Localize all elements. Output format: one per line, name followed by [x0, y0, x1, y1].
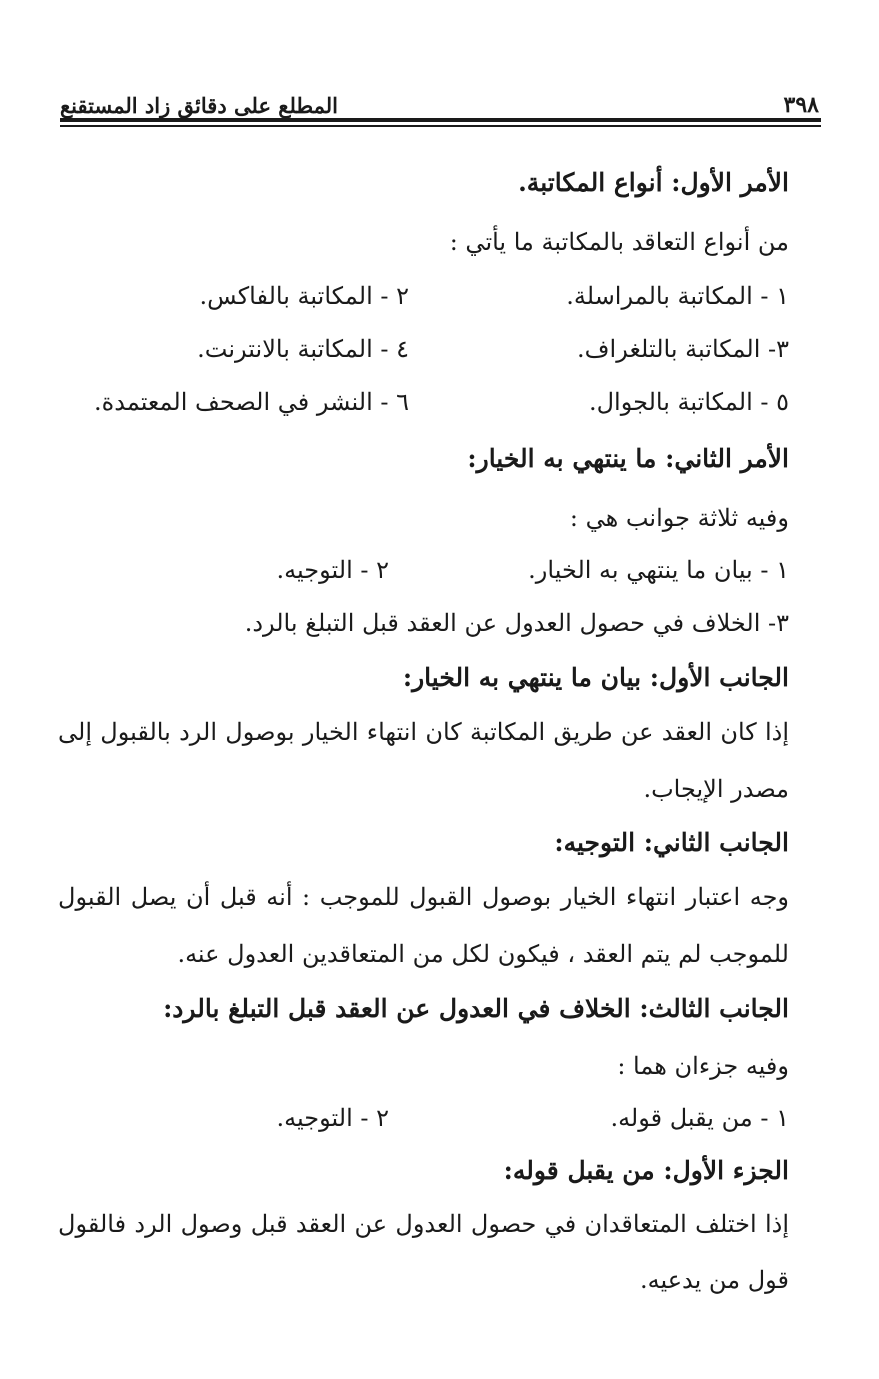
list-item: ٢ - التوجيه.: [276, 1104, 389, 1132]
list-item: ١ - المكاتبة بالمراسلة.: [566, 282, 789, 310]
paragraph-line: إذا كان العقد عن طريق المكاتبة كان انتهاء الخيار بوصول الرد بالقبول إلى: [58, 718, 789, 746]
list-item: ٤ - المكاتبة بالانترنت.: [197, 335, 409, 363]
heading-types-of-writing: الأمر الأول: أنواع المكاتبة.: [518, 168, 789, 197]
heading-aspect-two: الجانب الثاني: التوجيه:: [554, 828, 789, 857]
header-rule-thick: [60, 118, 821, 122]
list-item: ٣- الخلاف في حصول العدول عن العقد قبل التبلغ بالرد.: [244, 609, 789, 637]
list-item: ١ - بيان ما ينتهي به الخيار.: [528, 556, 789, 584]
list-item: ١ - من يقبل قوله.: [610, 1104, 789, 1132]
heading-aspect-three: الجانب الثالث: الخلاف في العدول عن العقد قبل التبلغ بالرد:: [163, 994, 789, 1023]
heading-option-end: الأمر الثاني: ما ينتهي به الخيار:: [467, 444, 789, 473]
paragraph-intro: وفيه ثلاثة جوانب هي :: [569, 504, 789, 532]
list-item: ٥ - المكاتبة بالجوال.: [588, 388, 789, 416]
paragraph-line: إذا اختلف المتعاقدان في حصول العدول عن العقد قبل وصول الرد فالقول: [58, 1210, 789, 1238]
paragraph-intro: وفيه جزءان هما :: [617, 1052, 789, 1080]
paragraph-intro: من أنواع التعاقد بالمكاتبة ما يأتي :: [449, 228, 789, 256]
list-item: ٣- المكاتبة بالتلغراف.: [577, 335, 789, 363]
header-rule-thin: [60, 125, 821, 127]
paragraph-line: للموجب لم يتم العقد ، فيكون لكل من المتعاقدين العدول عنه.: [177, 940, 789, 968]
page-header: [60, 78, 819, 118]
paragraph-line: وجه اعتبار انتهاء الخيار بوصول القبول للموجب : أنه قبل أن يصل القبول: [58, 883, 789, 911]
heading-part-one: الجزء الأول: من يقبل قوله:: [503, 1156, 789, 1185]
paragraph-line: قول من يدعيه.: [639, 1266, 789, 1294]
page-number: ٣٩٨: [783, 92, 819, 118]
list-item: ٢ - المكاتبة بالفاكس.: [199, 282, 409, 310]
running-title: المطلع على دقائق زاد المستقنع: [60, 93, 339, 118]
list-item: ٢ - التوجيه.: [276, 556, 389, 584]
list-item: ٦ - النشر في الصحف المعتمدة.: [94, 388, 409, 416]
paragraph-line: مصدر الإيجاب.: [643, 775, 789, 803]
heading-aspect-one: الجانب الأول: بيان ما ينتهي به الخيار:: [402, 663, 789, 692]
